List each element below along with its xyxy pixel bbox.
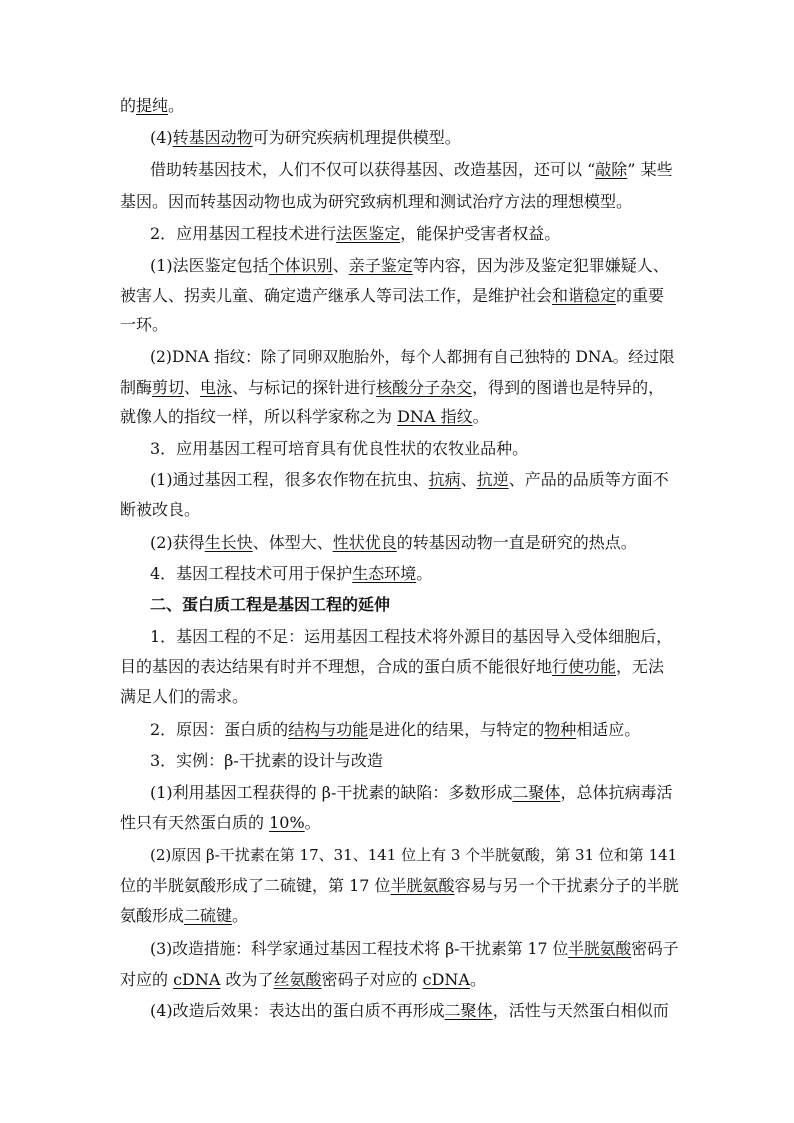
key-term: 抗逆 [476, 470, 509, 489]
text-run: 、 [332, 256, 349, 275]
text-run: 制酶 [120, 378, 153, 397]
text-line [120, 91, 680, 121]
text-run: 2．应用基因工程技术进行 [150, 224, 337, 243]
text-run: (1)通过基因工程，很多农作物在抗虫、 [150, 470, 429, 489]
text-run: 。 [232, 906, 249, 925]
text-run: 容易与另一个干扰素分子的半胱 [454, 876, 679, 895]
text-run: 、体型大、 [252, 533, 333, 552]
text-line [120, 310, 680, 340]
text-line [120, 682, 680, 712]
text-line [120, 965, 680, 995]
text-run: 的重要 [616, 286, 665, 305]
text-run: 4．基因工程技术可用于保护 [150, 564, 353, 583]
text-line [150, 123, 680, 153]
text-line [120, 652, 680, 682]
text-run: ，能保护受害者权益。 [400, 224, 561, 243]
text-run: 位的半胱氨酸形成了二硫键，第 17 位 [120, 876, 391, 895]
text-line [150, 715, 680, 745]
key-term: 半胱氨酸 [390, 876, 455, 895]
text-run: 对应的 [120, 970, 174, 989]
text-run: 、 [460, 470, 477, 489]
text-line [150, 840, 680, 870]
key-term: 抗病 [428, 470, 461, 489]
key-term: 行使功能 [552, 657, 617, 676]
text-line [150, 778, 680, 808]
text-line [150, 155, 680, 185]
text-run: (1)法医鉴定包括 [150, 256, 269, 275]
text-line [150, 622, 680, 652]
text-line [150, 251, 680, 281]
text-run: 就像人的指纹一样，所以科学家称之为 [120, 407, 398, 426]
key-term: 结构与功能 [288, 720, 369, 739]
key-term: 核酸分子杂交 [376, 378, 473, 397]
text-run: (2)原因 β-干扰素在第 17、31、141 位上有 3 个半胱氨酸，第 31 位和第 141 [150, 846, 678, 864]
key-term: 二聚体 [512, 783, 561, 802]
key-term: 二聚体 [444, 1001, 493, 1020]
key-term: 二硫键 [184, 906, 233, 925]
text-run: 3．实例：β-干扰素的设计与改造 [150, 751, 383, 770]
key-term: DNA 指纹 [397, 407, 473, 426]
text-run: 满足人们的需求。 [120, 687, 249, 706]
text-run: 。 [469, 970, 486, 989]
key-term: 个体识别 [268, 256, 333, 275]
text-line [120, 402, 680, 432]
text-run: 。 [472, 407, 489, 426]
text-line [120, 187, 680, 217]
key-term: 10% [269, 813, 305, 832]
text-run: 、 [184, 378, 201, 397]
text-line [150, 934, 680, 964]
text-run: (1)利用基因工程获得的 β-干扰素的缺陷：多数形成 [150, 783, 513, 802]
text-line [120, 281, 680, 311]
key-term: 敲除 [595, 160, 628, 179]
text-run: 的 [120, 96, 137, 115]
text-run: 二、蛋白质工程是基因工程的延伸 [150, 595, 391, 614]
text-run: 基因。因而转基因动物也成为研究致病机理和测试治疗方法的理想模型。 [120, 192, 633, 211]
key-term: 性状优良 [332, 533, 397, 552]
text-run: 。 [304, 813, 321, 832]
text-line [120, 871, 680, 901]
text-run: 。 [416, 564, 433, 583]
text-run: 被害人、拐卖儿童、确定遗产继承人等司法工作，是维护社会 [120, 286, 553, 305]
text-run: 可为研究疾病机理提供模型。 [252, 128, 461, 147]
text-run: ，得到的图谱也是特异的， [472, 378, 665, 397]
text-run: 相适应。 [576, 720, 641, 739]
key-term: cDNA [173, 970, 221, 989]
key-term: 提纯 [136, 96, 169, 115]
key-term: 剪切 [152, 378, 185, 397]
text-line [120, 495, 680, 525]
text-line [120, 808, 680, 838]
text-line [120, 373, 680, 403]
key-term: 亲子鉴定 [348, 256, 413, 275]
key-term: 电泳 [200, 378, 233, 397]
text-line [120, 901, 680, 931]
text-run: 等内容，因为涉及鉴定犯罪嫌疑人、 [412, 256, 669, 275]
key-term: 和谐稳定 [552, 286, 617, 305]
key-term: 生态环境 [352, 564, 417, 583]
text-run: 、产品的品质等方面不 [508, 470, 669, 489]
text-run: 氨酸形成 [120, 906, 185, 925]
text-run: 的转基因动物一直是研究的热点。 [396, 533, 637, 552]
text-run: 2．原因：蛋白质的 [150, 720, 289, 739]
key-term: 生长快 [204, 533, 253, 552]
text-run: ” 某些 [627, 160, 673, 179]
section-heading [150, 590, 680, 620]
text-run: ，活性与天然蛋白相似而 [492, 1001, 669, 1020]
text-line [150, 434, 680, 464]
key-term: 转基因动物 [172, 128, 253, 147]
text-run: 密码子 [631, 939, 679, 958]
text-run: (4)改造后效果：表达出的蛋白质不再形成 [150, 1001, 445, 1020]
text-line [150, 219, 680, 249]
text-run: (2)获得 [150, 533, 205, 552]
text-run: (4) [150, 128, 173, 147]
text-line [150, 996, 680, 1026]
key-term: 丝氨酸 [273, 970, 322, 989]
text-run: 1．基因工程的不足：运用基因工程技术将外源目的基因导入受体细胞后， [150, 627, 673, 646]
text-line [150, 465, 680, 495]
text-run: 一环。 [120, 315, 169, 334]
text-run: 。 [168, 96, 185, 115]
text-run: 目的基因的表达结果有时并不理想，合成的蛋白质不能很好地 [120, 657, 553, 676]
text-line [150, 528, 680, 558]
text-run: 性只有天然蛋白质的 [120, 813, 270, 832]
text-run: (3)改造措施：科学家通过基因工程技术将 β-干扰素第 17 位 [150, 939, 569, 958]
text-run: (2)DNA 指纹：除了同卵双胞胎外，每个人都拥有自己独特的 DNA。经过限 [150, 348, 675, 366]
key-term: 物种 [544, 720, 577, 739]
text-run: 借助转基因技术，人们不仅可以获得基因、改造基因，还可以 “ [150, 160, 596, 179]
text-run: ，总体抗病毒活 [560, 783, 673, 802]
text-run: 3．应用基因工程可培育具有优良性状的农牧业品种。 [150, 439, 529, 458]
text-run: 改为了 [220, 970, 274, 989]
key-term: cDNA [422, 970, 470, 989]
text-run: 断被改良。 [120, 500, 201, 519]
text-run: 密码子对应的 [321, 970, 423, 989]
text-line [150, 746, 680, 776]
text-run: 、与标记的探针进行 [232, 378, 377, 397]
key-term: 半胱氨酸 [568, 939, 632, 958]
text-run: ，无法 [616, 657, 665, 676]
text-run: 是进化的结果，与特定的 [368, 720, 545, 739]
text-line [150, 559, 680, 589]
key-term: 法医鉴定 [336, 224, 401, 243]
text-line [150, 342, 680, 372]
